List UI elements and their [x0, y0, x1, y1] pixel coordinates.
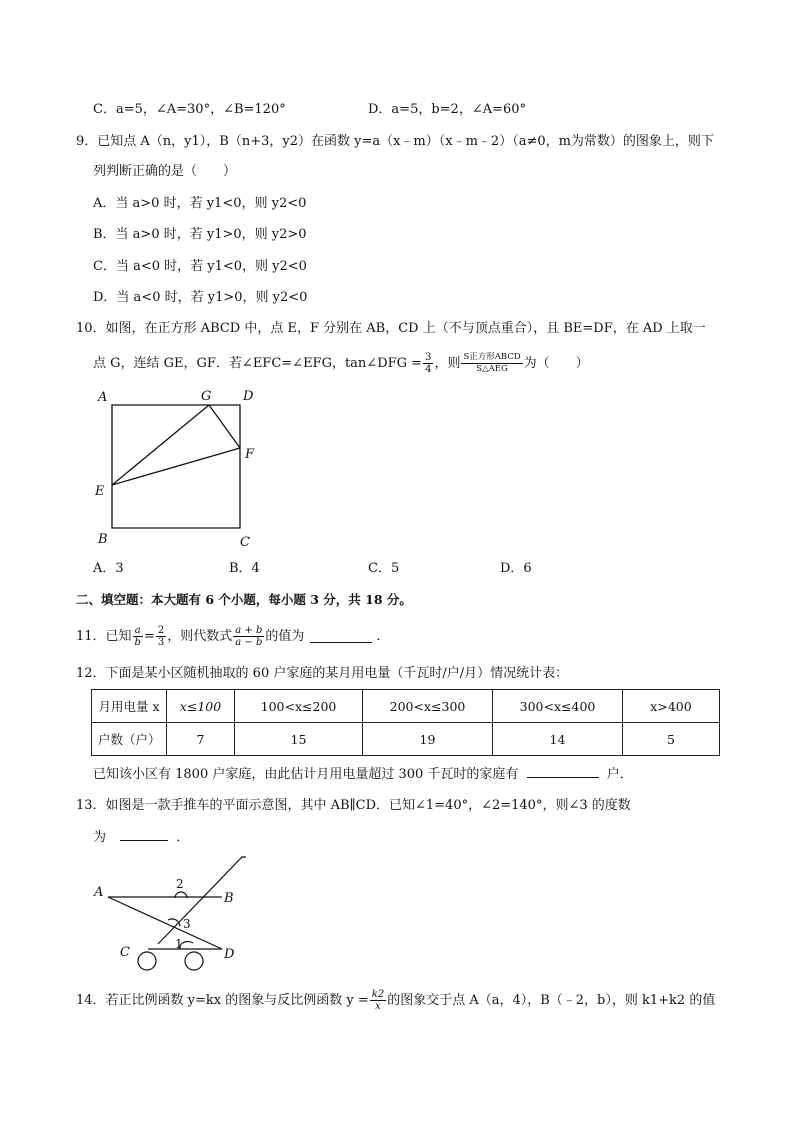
q13-answer-blank[interactable] — [120, 828, 168, 841]
table-header-row — [92, 690, 720, 723]
label-d: D — [224, 947, 235, 962]
segment-eg — [112, 405, 209, 485]
q12-after — [93, 765, 633, 784]
q11-frac-ab — [133, 625, 143, 648]
section2-heading: 二、填空题：本大题有 6 个小题，每小题 3 分，共 18 分。 — [76, 592, 412, 607]
table-cell: 100<x≤200 — [235, 690, 363, 723]
q10-text-post: 为（ ） — [523, 355, 589, 371]
q11-frac-expr-den: a − b — [235, 637, 263, 648]
q14 — [76, 989, 715, 1012]
q14-pre: 14．若正比例函数 y=kx 的图象与反比例函数 y = — [76, 992, 369, 1008]
q10-option-b: B．4 — [229, 561, 260, 576]
q11-eq: = — [143, 628, 155, 644]
table-cell: 300<x≤400 — [493, 690, 623, 723]
q11-answer-blank[interactable] — [310, 630, 372, 643]
wheel-left — [138, 952, 156, 970]
label-angle-2: 2 — [176, 877, 184, 891]
segment-ef — [112, 448, 240, 485]
label-angle-1: 1 — [175, 937, 183, 951]
label-f: F — [245, 447, 255, 462]
q10-option-a: A．3 — [93, 561, 124, 576]
label-c: C — [240, 535, 250, 550]
label-a: A — [98, 390, 108, 405]
q13-stem-line1: 13．如图是一款手推车的平面示意图，其中 AB∥CD．已知∠1=40°，∠2=140°，则∠3 的度数 — [76, 798, 631, 813]
q9-stem-line2: 列判断正确的是（ ） — [93, 164, 237, 179]
table-cell: x>400 — [623, 690, 720, 723]
q11-frac-23-num: 2 — [157, 625, 165, 636]
q10-option-c: C．5 — [368, 561, 400, 576]
q8-option-c: C．a=5，∠A=30°，∠B=120° — [93, 102, 286, 117]
q11-frac-23-den: 3 — [157, 637, 165, 648]
label-e: E — [95, 484, 105, 499]
q14-post: 的图象交于点 A（a，4），B（﹣2，b），则 k1+k2 的值 — [387, 992, 716, 1008]
label-d: D — [243, 389, 254, 404]
wheel-right — [185, 952, 203, 970]
q11-frac-ab-num: a — [134, 625, 141, 636]
table-cell: 19 — [363, 723, 493, 756]
table-cell: 15 — [235, 723, 363, 756]
q11-frac-23 — [156, 625, 166, 648]
q9-option-b: B．当 a>0 时，若 y1>0，则 y2>0 — [93, 227, 307, 242]
q12-table — [91, 689, 720, 756]
q11-frac-expr — [233, 625, 264, 648]
cart-bar — [108, 897, 222, 949]
q11 — [76, 625, 389, 648]
q11-pre: 11．已知 — [76, 628, 132, 644]
label-c: C — [120, 945, 130, 960]
q9-option-a: A．当 a>0 时，若 y1<0，则 y2<0 — [93, 196, 307, 211]
q13-stem-line2 — [93, 828, 189, 847]
label-angle-3: 3 — [183, 917, 191, 931]
label-b: B — [224, 891, 234, 906]
q9-stem-line1: 9．已知点 A（n，y1），B（n+3，y2）在函数 y=a（x﹣m）（x﹣m﹣2）（a≠0，m为常数）的图象上，则下 — [76, 134, 714, 149]
table-cell: x≤100 — [167, 690, 235, 723]
q12-after-post: 户． — [606, 767, 633, 782]
q11-post: 的值为 — [265, 628, 305, 644]
q13-stem-pre: 为 — [93, 830, 107, 845]
q10-area-denominator: S△AEG — [476, 364, 508, 374]
q10-area-fraction — [461, 352, 522, 375]
q11-mid: ，则代数式 — [167, 628, 233, 644]
q11-frac-ab-den: b — [134, 637, 141, 648]
q14-frac-num: k2 — [371, 989, 385, 1000]
q13-stem-post: ． — [176, 830, 190, 845]
q10-stem-line1: 10．如图，在正方形 ABCD 中，点 E，F 分别在 AB，CD 上（不与顶点重合），且 BE=DF，在 AD 上取一 — [76, 321, 706, 336]
q11-end: ． — [376, 628, 390, 644]
label-g: G — [201, 389, 212, 404]
q12-answer-blank[interactable] — [527, 765, 599, 778]
label-b: B — [98, 532, 108, 547]
q12-stem: 12．下面是某小区随机抽取的 60 户家庭的某月用电量（千瓦时/户/月）情况统计表： — [76, 666, 569, 681]
table-cell: 5 — [623, 723, 720, 756]
q10-text-mid: ，则 — [434, 355, 461, 371]
q12-after-pre: 已知该小区有 1800 户家庭，由此估计月用电量超过 300 千瓦时的家庭有 — [93, 767, 519, 782]
q10-tan-fraction — [423, 352, 433, 375]
table-cell: 月用电量 x — [92, 690, 167, 723]
q10-tan-denominator: 4 — [425, 364, 432, 375]
q10-tan-numerator: 3 — [425, 352, 432, 363]
table-cell: 7 — [167, 723, 235, 756]
segment-gf — [209, 405, 240, 448]
label-a: A — [94, 885, 104, 900]
table-cell: 200<x≤300 — [363, 690, 493, 723]
q9-option-c: C．当 a<0 时，若 y1<0，则 y2<0 — [93, 259, 307, 274]
q10-text-pre: 点 G，连结 GE，GF．若∠EFC=∠EFG，tan∠DFG = — [93, 355, 423, 371]
q11-frac-expr-num: a + b — [235, 625, 263, 636]
q13-cart-figure — [90, 852, 260, 976]
q10-square-figure — [88, 383, 268, 553]
q8-option-d: D．a=5，b=2，∠A=60° — [368, 102, 527, 117]
q10-stem-line2 — [93, 352, 589, 375]
q10-area-numerator: S正方形ABCD — [463, 352, 521, 362]
table-row — [92, 723, 720, 756]
q14-frac — [370, 989, 386, 1012]
q10-option-d: D．6 — [500, 561, 532, 576]
table-cell: 14 — [493, 723, 623, 756]
table-cell: 户数（户） — [92, 723, 167, 756]
q14-frac-den: x — [375, 1001, 381, 1012]
q9-option-d: D．当 a<0 时，若 y1>0，则 y2<0 — [93, 290, 308, 305]
